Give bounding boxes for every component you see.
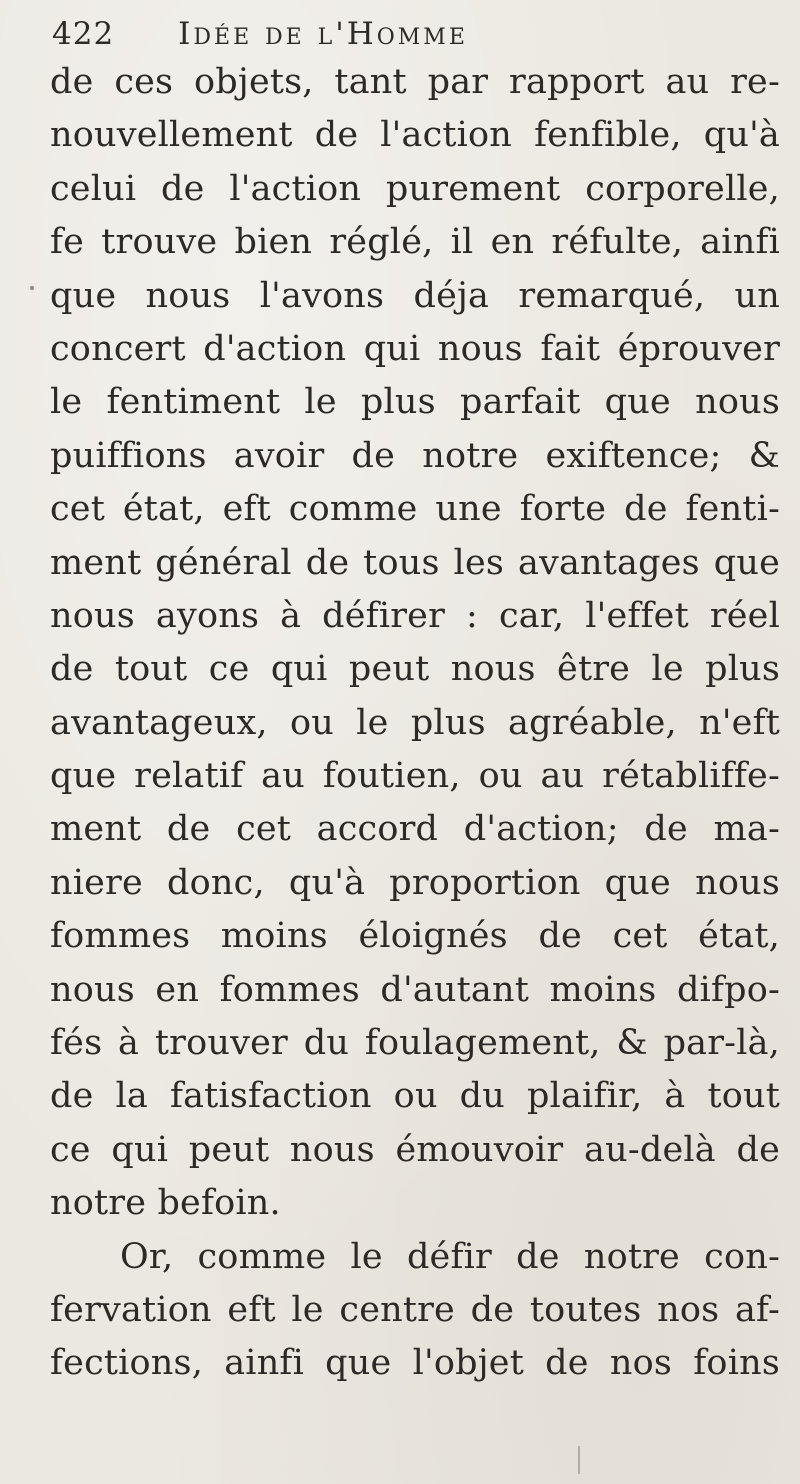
- text-line: celui de l'action purement corporelle,: [50, 168, 780, 209]
- text-line: nous ayons à défirer : car, l'effet réel: [50, 595, 780, 636]
- running-head: [52, 16, 468, 56]
- paper-speck: [30, 286, 34, 290]
- text-line: que nous l'avons déja remarqué, un: [50, 275, 780, 316]
- text-line: fommes moins éloignés de cet état,: [50, 916, 780, 957]
- text-line: niere donc, qu'à proportion que nous: [50, 862, 780, 903]
- text-line-paragraph-start: Or, comme le défir de notre con-: [120, 1236, 780, 1277]
- text-line: de tout ce qui peut nous être le plus: [50, 649, 780, 690]
- text-line: ment de cet accord d'action; de ma-: [50, 809, 780, 850]
- text-line: avantageux, ou le plus agréable, n'eft: [50, 702, 780, 743]
- text-line: nous en fommes d'autant moins difpo-: [50, 969, 780, 1010]
- text-line: fés à trouver du foulagement, & par-là,: [50, 1023, 780, 1064]
- text-line: fervation eft le centre de toutes nos af-: [50, 1289, 780, 1330]
- text-line: ment général de tous les avantages que: [50, 542, 780, 583]
- text-line: cet état, eft comme une forte de fenti-: [50, 489, 780, 530]
- text-line: fe trouve bien réglé, il en réfulte, ainfi: [50, 222, 780, 263]
- text-line: fections, ainfi que l'objet de nos foins: [50, 1343, 780, 1384]
- running-title: Idée de l'Homme: [178, 16, 468, 52]
- paper-mark: [578, 1446, 580, 1474]
- text-line: le fentiment le plus parfait que nous: [50, 382, 780, 423]
- text-line: concert d'action qui nous fait éprouver: [50, 328, 780, 369]
- text-line: ce qui peut nous émouvoir au-delà de: [50, 1129, 780, 1170]
- text-line: de ces objets, tant par rapport au re-: [50, 62, 780, 102]
- text-line: que relatif au foutien, ou au rétabliffe-: [50, 756, 780, 797]
- text-line-paragraph-end: notre befoin.: [50, 1183, 281, 1224]
- page-number: 422: [52, 16, 115, 52]
- text-line: nouvellement de l'action fenfible, qu'à: [50, 115, 780, 156]
- body-text: [50, 56, 780, 1391]
- text-line: puiffions avoir de notre exiftence; &: [50, 435, 780, 476]
- text-line: de la fatisfaction ou du plaifir, à tout: [50, 1076, 780, 1117]
